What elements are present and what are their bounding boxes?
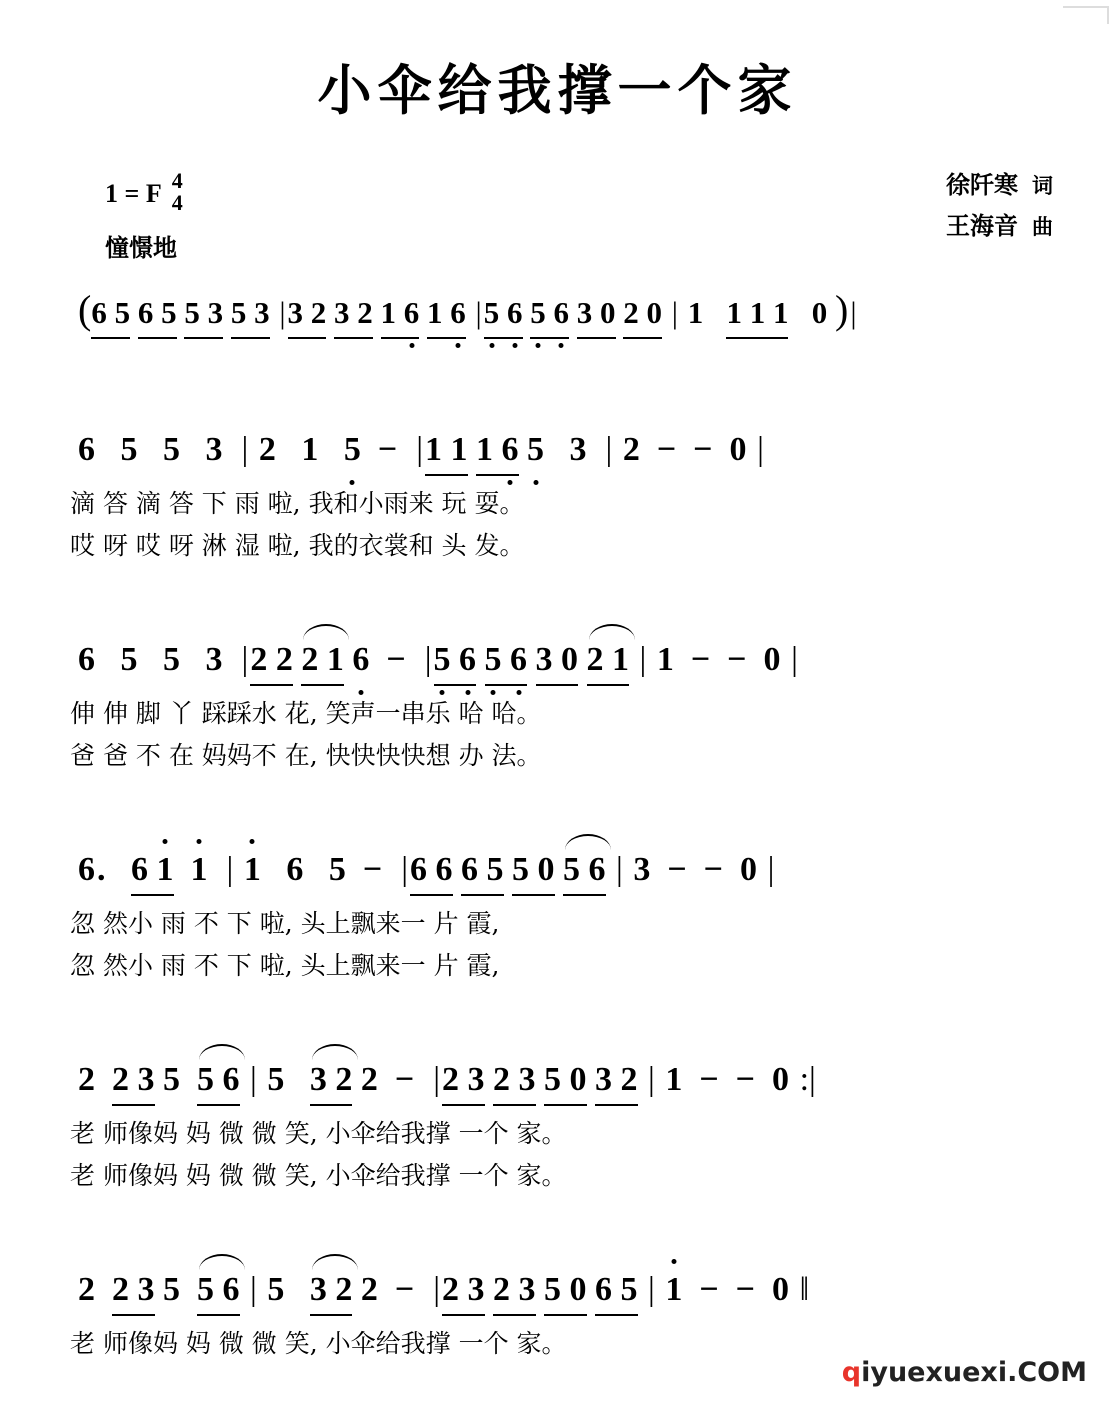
note-group: 3 0 <box>536 638 579 686</box>
system-5-lyric-1: 老 师像妈 妈 微 微 笑, 小伞给我撑 一个 家。 <box>70 1329 567 1358</box>
note-group: 1 1 <box>425 428 468 476</box>
note-group: 6 6 <box>410 848 453 896</box>
slur <box>589 624 635 640</box>
note-group: 1 6 <box>427 291 466 339</box>
note: 1 <box>244 848 261 892</box>
slur <box>199 1254 245 1270</box>
composer-role: 曲 <box>1032 214 1053 239</box>
note-group: 3 2 <box>288 291 327 339</box>
system-1-notes: 6 5 5 3 | 2 1 5 − |1 1 1 6 5 3 | 2 − − 0 | <box>78 428 766 476</box>
note-group: 2 3 <box>493 1268 536 1316</box>
time-signature-numerator: 4 <box>171 168 183 193</box>
note-group: 6 5 <box>91 291 130 339</box>
note-group: 3 2 <box>334 291 373 339</box>
composer-line <box>946 206 1053 247</box>
lyricist-role: 词 <box>1032 173 1053 198</box>
barline: | <box>250 1271 257 1308</box>
note-group: 2 1 <box>587 638 630 686</box>
note-group: 6 5 <box>595 1268 638 1316</box>
repeat-barline: :| <box>799 1061 816 1098</box>
note-group: 2 3 <box>112 1268 155 1316</box>
system-3-lyric-2: 忽 然小 雨 不 下 啦, 头上飘来一 片 霞, <box>70 951 500 980</box>
barline: | <box>416 431 423 468</box>
note-group: 5 6 <box>563 848 606 896</box>
barline: | <box>757 431 764 468</box>
barline: | <box>226 851 234 888</box>
note-group: 2 3 <box>442 1268 485 1316</box>
time-signature <box>172 170 183 214</box>
note-group: 3 2 <box>310 1058 353 1106</box>
note-group: 3 0 <box>577 291 616 339</box>
watermark-accent: q <box>841 1357 862 1388</box>
barline: | <box>648 1271 655 1308</box>
note-group: 2 3 <box>112 1058 155 1106</box>
note-group: 5 0 <box>512 848 555 896</box>
site-watermark <box>842 1357 1087 1388</box>
time-signature-denominator: 4 <box>171 190 183 215</box>
note-group: 3 2 <box>310 1268 353 1316</box>
barline: | <box>639 641 647 678</box>
barline: | <box>424 641 432 678</box>
note-group: 1 6 <box>381 291 420 339</box>
system-5-notes: 2 2 3 5 5 6 | 5 3 2 2 − |2 3 2 3 5 0 6 5 | 1 − − 0 ‖ <box>78 1268 811 1316</box>
watermark-text: iyuexuexi.COM <box>861 1357 1087 1388</box>
barline: | <box>433 1061 440 1098</box>
note-group: 2 2 <box>250 638 293 686</box>
note-group: 2 1 <box>301 638 344 686</box>
system-3-notes: 6. 6 1 1 | 1 6 5 − |6 6 6 5 5 0 5 6 | 3 − − 0 | <box>78 848 776 896</box>
system-2-notes: 6 5 5 3 |2 2 2 1 6 − |5 6 5 6 3 0 2 1 | 1 − − 0 | <box>78 638 800 686</box>
key-signature <box>105 168 183 216</box>
note-group: 6 5 <box>461 848 504 896</box>
note-group: 2 3 <box>442 1058 485 1106</box>
note-group: 5 6 <box>484 291 523 339</box>
barline: | <box>241 431 249 468</box>
system-1-lyric-2: 哎 呀 哎 呀 淋 湿 啦, 我的衣裳和 头 发。 <box>70 531 525 560</box>
note-group: 5 0 <box>544 1058 587 1106</box>
note-group: 5 6 <box>485 638 528 686</box>
note: 5 <box>527 428 544 472</box>
barline: | <box>605 431 613 468</box>
credits-block <box>946 165 1053 247</box>
note-group: 2 3 <box>493 1058 536 1106</box>
note-group: 5 6 <box>434 638 477 686</box>
barline: | <box>433 1271 440 1308</box>
note: 1 <box>191 848 208 892</box>
composer-name: 王海音 <box>946 211 1018 240</box>
lyricist-name: 徐阡寒 <box>946 170 1018 199</box>
note-group: 6 5 <box>138 291 177 339</box>
system-4-lyric-1: 老 师像妈 妈 微 微 笑, 小伞给我撑 一个 家。 <box>70 1119 567 1148</box>
key-label: 1 = F <box>105 179 162 208</box>
barline: | <box>671 295 678 330</box>
note-group: 1 6 <box>476 428 519 476</box>
note-group: 5 3 <box>184 291 223 339</box>
note-group: 5 3 <box>231 291 270 339</box>
note-group: 1 1 1 <box>726 291 788 339</box>
note-group: 5 0 <box>544 1268 587 1316</box>
system-1-lyric-1: 滴 答 滴 答 下 雨 啦, 我和小雨来 玩 耍。 <box>70 489 525 518</box>
note-group: 6 1 <box>131 848 174 896</box>
barline: | <box>648 1061 655 1098</box>
note: 5 <box>344 428 361 472</box>
barline: | <box>767 851 775 888</box>
note: 1 <box>665 1268 682 1312</box>
intro-open-paren: ( <box>78 287 92 332</box>
barline: | <box>616 851 623 888</box>
system-2-lyric-1: 伸 伸 脚 丫 踩踩水 花, 笑声一串乐 哈 哈。 <box>70 699 542 728</box>
note-group: 5 6 <box>197 1268 240 1316</box>
slur <box>312 1044 358 1060</box>
system-3-lyric-1: 忽 然小 雨 不 下 啦, 头上飘来一 片 霞, <box>70 909 500 938</box>
note-group: 5 6 <box>197 1058 240 1106</box>
barline: | <box>241 641 249 678</box>
final-barline: ‖ <box>799 1271 810 1308</box>
barline: | <box>279 295 286 330</box>
system-4-notes: 2 2 3 5 5 6 | 5 3 2 2 − |2 3 2 3 5 0 3 2 | 1 − − 0 :| <box>78 1058 818 1106</box>
intro-notes: (6 5 6 5 5 3 5 3 |3 2 3 2 1 6 1 6 |5 6 5 6 3 0 2 0 | 1 1 1 1 0 )| <box>78 288 859 339</box>
note-group: 3 2 <box>595 1058 638 1106</box>
system-2-lyric-2: 爸 爸 不 在 妈妈不 在, 快快快快想 办 法。 <box>70 741 542 770</box>
lyricist-line <box>946 165 1053 206</box>
barline: | <box>401 851 408 888</box>
note: 6 <box>352 638 369 682</box>
barline: | <box>250 1061 257 1098</box>
note-group: 2 0 <box>623 291 662 339</box>
intro-close-paren: ) <box>834 287 849 332</box>
barline: | <box>850 295 857 330</box>
slur <box>199 1044 245 1060</box>
barline: | <box>475 295 482 330</box>
slur <box>312 1254 358 1270</box>
system-4-lyric-2: 老 师像妈 妈 微 微 笑, 小伞给我撑 一个 家。 <box>70 1161 567 1190</box>
tempo-marking: 憧憬地 <box>105 233 177 262</box>
barline: | <box>791 641 798 678</box>
page-corner-mark <box>1063 6 1109 24</box>
slur <box>303 624 349 640</box>
note-group: 5 6 <box>530 291 569 339</box>
slur <box>565 834 611 850</box>
page-title: 小伞给我撑一个家 <box>317 58 798 122</box>
